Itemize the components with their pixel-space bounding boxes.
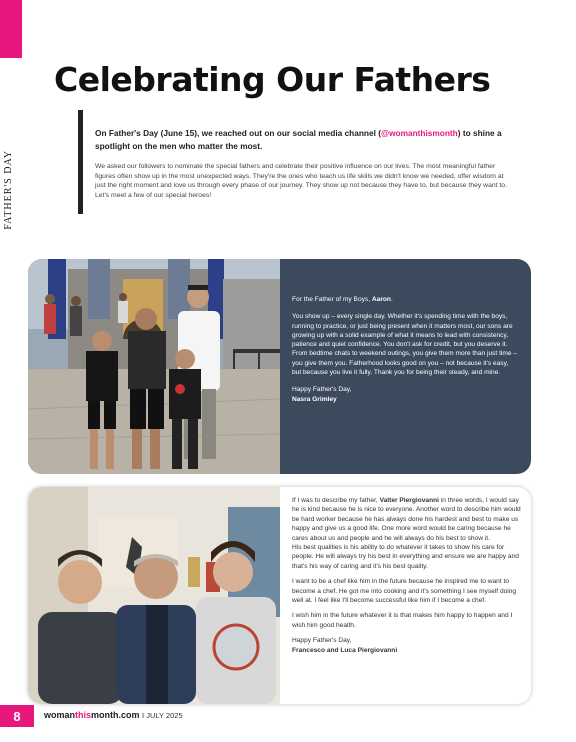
- intro-body: We asked our followers to nominate the special fathers and celebrate their positive influence on our lives. The most meaningful father figures often show up in the most unexpected ways. They're the ones who teach us life skills we didn't know we needed, offer wisdom at just the right moment and love us through every phase of our journey. They show up not because they have to, but because they want to. Let's meet a few of our special heroes!: [95, 163, 507, 200]
- tribute-body: You show up – every single day. Whether it's spending time with the boys, running to practice, or just being present when it matters most, our sons are growing up with a solid example of what it means to lead with consistency, patience and quiet confidence. You don't ask for credit, but you deserve it. From bedtime chats to weekend outings, you give them more than just time – you give them you. Fatherhood looks good on you – not because it's easy, but because you live it fully. Thank you for being their steady, and mine.: [292, 313, 518, 377]
- page-title: Celebrating Our Fathers: [54, 60, 491, 99]
- section-label: FATHER'S DAY: [3, 150, 14, 230]
- tribute-signoff: Happy Father's Day, Francesco and Luca Piergiovanni: [292, 637, 398, 654]
- tribute-text: [292, 295, 518, 412]
- tribute-salutation: For the Father of my Boys, Aaron.: [292, 296, 393, 303]
- photo-father-with-sons-castle: [28, 259, 280, 474]
- tribute-card-aaron: [28, 259, 531, 474]
- page-footer: [0, 705, 576, 727]
- corner-accent-block: [0, 0, 22, 58]
- page-number: 8: [0, 705, 34, 727]
- issue-date: I JULY 2025: [142, 711, 183, 720]
- photo-father-with-sons-home: [28, 487, 280, 704]
- site-link[interactable]: womanthismonth.com I JULY 2025: [44, 710, 183, 720]
- intro-block: [78, 110, 508, 214]
- tribute-paragraph-4: I wish him in the future whatever it is that makes him happy to happen and I wish him good health.: [292, 612, 513, 629]
- tribute-card-valter: [28, 487, 531, 704]
- intro-lead: On Father's Day (June 15), we reached out on our social media channel (@womanthismonth) to shine a spotlight on the men who matter the most.: [95, 128, 502, 151]
- tribute-text: [292, 496, 522, 661]
- tribute-paragraph-1: If I was to describe my father, Valter Piergiovanni in three words, I would say he is kind because he is nice to everyone. Another word to describe him would be hard worker because he has always done his hardest and best to make us happy and give us a good life. One more word would be caring because he cares about us and people and he will always do his best to show it. His best qualities is his ability to do whatever it takes to show his care for people. He will always try his best in everything and ensure we are happy and that's his way of caring and it's his best quality.: [292, 497, 521, 570]
- tribute-signoff: Happy Father's Day, Nasra Grimley: [292, 386, 352, 403]
- social-handle-link[interactable]: @womanthismonth: [380, 128, 458, 138]
- tribute-paragraph-3: I want to be a chef like him in the future because he inspired me to want to become a chef. He got me into cooking and it's something I see myself doing well at. I feel like I'll become successful like him if I become a chef.: [292, 578, 517, 605]
